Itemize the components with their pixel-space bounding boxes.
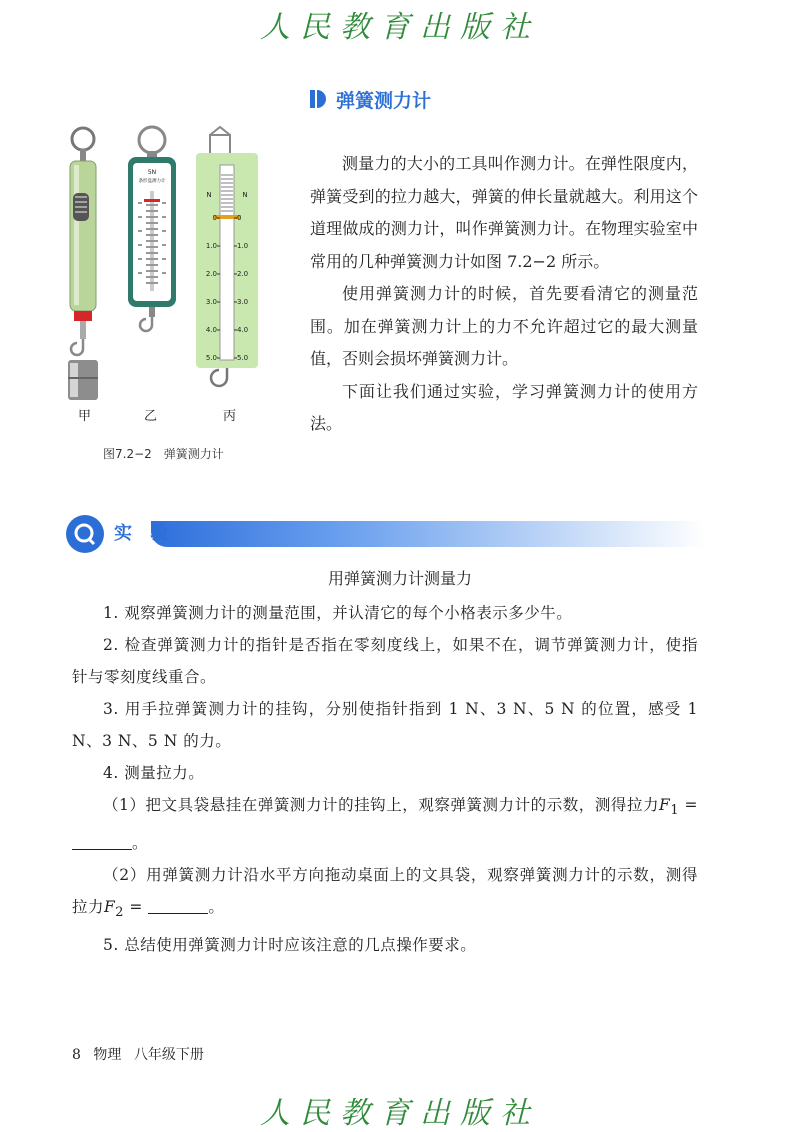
section-title: 弹簧测力计: [336, 89, 432, 112]
answer-blank-f2[interactable]: [148, 895, 208, 914]
step-item: 4. 测量拉力。: [103, 764, 205, 782]
intro-paragraph: 下面让我们通过实验，学习弹簧测力计的使用方法。: [310, 381, 698, 433]
step-item: 5. 总结使用弹簧测力计时应该注意的几点操作要求。: [103, 936, 477, 955]
experiment-subtitle: 用弹簧测力计测量力: [327, 569, 472, 588]
publisher-logo-top: 人民教育出版社: [260, 10, 540, 45]
scale-yi: [128, 127, 176, 331]
answer-blank-f1[interactable]: [72, 831, 132, 850]
scale-bing: [196, 127, 258, 386]
step-item: （1）把文具袋悬挂在弹簧测力计的挂钩上，观察弹簧测力计的示数，测得拉力$F_1$ = 。: [72, 789, 698, 859]
scale-bing-unit-left: N: [206, 191, 212, 199]
intro-paragraph: 测量力的大小的工具叫作测力计。在弹性限度内，弹簧受到的拉力越大，弹簧的伸长量就越大。利用这个道理做成的测力计，叫作弹簧测力计。在物理实验室中常用的几种弹簧测力计如图 7.2−2 所示。: [310, 154, 698, 271]
intro-paragraph: 使用弹簧测力计的时候，首先要看清它的测量范围。加在弹簧测力计上的力不允许超过它的最大测量值，否则会损坏弹簧测力计。: [310, 284, 698, 368]
scale-bing-unit-right: N: [242, 191, 248, 199]
scale-bing-tick-label: 1.0: [205, 242, 217, 250]
scale-bing-tick-label: 0: [212, 214, 217, 222]
scale-bing-tick-label: 4.0: [205, 326, 217, 334]
step-item: 2. 检查弹簧测力计的指针是否指在零刻度线上，如果不在，调节弹簧测力计，使指针与零刻度线重合。: [72, 636, 698, 686]
experiment-title: 实 验: [114, 523, 175, 544]
scale-bing-tick-label: 3.0: [205, 298, 217, 306]
figure-label-bing: 丙: [223, 409, 237, 424]
scale-bing-tick-label: 5.0: [205, 354, 217, 362]
scale-bing-tick-label: 4.0: [237, 326, 249, 334]
step-item: 3. 用手拉弹簧测力计的挂钩，分别使指针指到 1 N、3 N、5 N 的位置，感受 1 N、3 N、5 N 的力。: [72, 700, 698, 750]
section-marker-icon: [310, 90, 326, 108]
figure-caption: 图7.2−2 弹簧测力计: [103, 447, 224, 461]
page-footer: [72, 1044, 212, 1064]
scale-yi-range: 5N: [147, 169, 157, 176]
scale-bing-tick-label: 0: [237, 214, 242, 222]
intro-text: [310, 148, 698, 441]
scale-yi-name: 条形盘测力计: [138, 179, 166, 184]
footer-subject: 物理: [93, 1047, 122, 1063]
figure-label-yi: 乙: [144, 409, 158, 424]
scale-jia: [68, 128, 98, 400]
experiment-banner: [66, 515, 706, 553]
publisher-logo-bottom: 人民教育出版社: [260, 1096, 540, 1131]
magnifier-icon: [66, 515, 104, 553]
section-heading: [310, 85, 431, 113]
figure-label-jia: 甲: [78, 409, 92, 424]
step-item: （2）用弹簧测力计沿水平方向拖动桌面上的文具袋，观察弹簧测力计的示数，测得拉力$F_2$ = 。: [72, 866, 698, 921]
scale-bing-tick-label: 2.0: [205, 270, 217, 278]
scale-bing-tick-label: 2.0: [237, 270, 249, 278]
scale-bing-tick-label: 3.0: [237, 298, 249, 306]
scale-bing-tick-label: 1.0: [237, 242, 249, 250]
step-item: 1. 观察弹簧测力计的测量范围，并认清它的每个小格表示多少牛。: [103, 604, 573, 622]
footer-grade: 八年级下册: [133, 1047, 204, 1063]
scale-bing-tick-label: 5.0: [237, 354, 249, 362]
page-number: 8: [72, 1047, 81, 1063]
experiment-steps: [72, 597, 698, 961]
spring-scale-figure: [60, 125, 275, 410]
